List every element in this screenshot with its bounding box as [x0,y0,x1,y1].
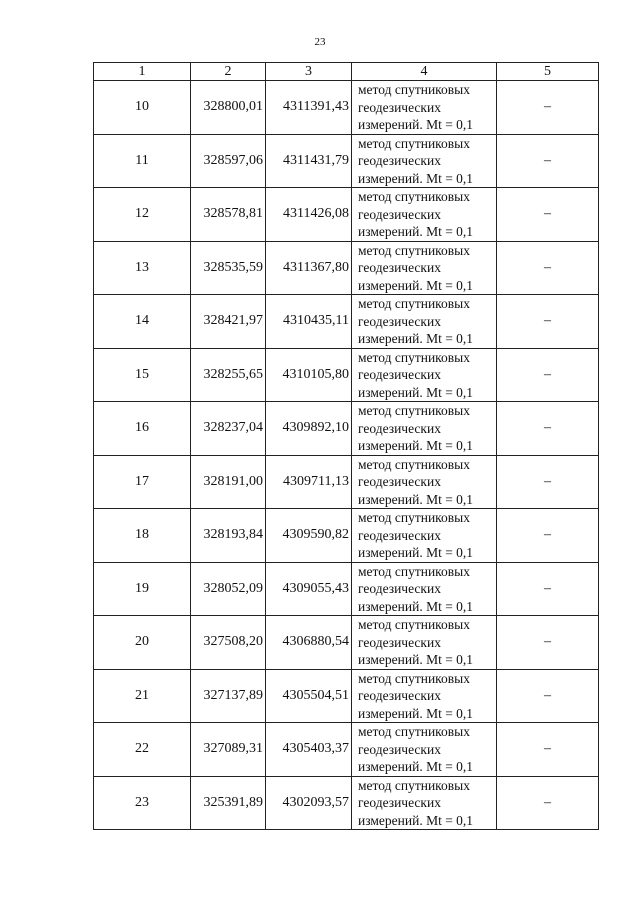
table-row [94,188,599,242]
method-text-line: измерений. Mt = 0,1 [358,224,474,239]
method-text-line: геодезических [358,581,441,596]
method-text-line: метод спутниковых [358,296,470,311]
point-number-cell: 12 [94,188,191,242]
column-header-4: 4 [352,63,497,81]
note-cell: – [497,81,599,135]
y-coordinate-cell: 4309711,13 [266,455,352,509]
method-cell [352,616,497,670]
y-coordinate-cell: 4309892,10 [266,402,352,456]
point-number-cell: 23 [94,776,191,830]
method-cell [352,776,497,830]
table-row [94,776,599,830]
method-text-line: геодезических [358,474,441,489]
method-text-line: метод спутниковых [358,403,470,418]
column-header-1: 1 [94,63,191,81]
note-cell: – [497,616,599,670]
x-coordinate-cell: 328237,04 [191,402,266,456]
method-text-line: измерений. Mt = 0,1 [358,438,474,453]
table-row [94,134,599,188]
method-cell [352,295,497,349]
y-coordinate-cell: 4311391,43 [266,81,352,135]
point-number-cell: 20 [94,616,191,670]
note-cell: – [497,669,599,723]
method-cell [352,188,497,242]
point-number-cell: 11 [94,134,191,188]
table-row [94,241,599,295]
table-row [94,402,599,456]
method-text-line: метод спутниковых [358,670,470,686]
table-row [94,455,599,509]
method-text-line: метод спутниковых [358,82,470,97]
x-coordinate-cell: 328800,01 [191,81,266,135]
table-row [94,562,599,616]
method-text-line: геодезических [358,367,441,382]
y-coordinate-cell: 4311367,80 [266,241,352,295]
x-coordinate-cell: 328255,65 [191,348,266,402]
method-text-line: измерений. Mt = 0,1 [358,331,474,346]
x-coordinate-cell: 328052,09 [191,562,266,616]
method-text-line: измерений. Mt = 0,1 [358,491,474,507]
method-cell [352,562,497,616]
page-number: 23 [314,36,326,48]
note-cell: – [497,455,599,509]
point-number-cell: 15 [94,348,191,402]
method-text-line: геодезических [358,260,441,275]
method-cell [352,241,497,295]
method-cell [352,134,497,188]
point-number-cell: 22 [94,723,191,777]
method-text-line: метод спутниковых [358,777,470,793]
table-row [94,509,599,563]
method-cell [352,509,497,563]
method-text-line: геодезических [358,741,441,757]
method-text-line: метод спутниковых [358,724,470,739]
y-coordinate-cell: 4309590,82 [266,509,352,563]
y-coordinate-cell: 4310105,80 [266,348,352,402]
note-cell: – [497,776,599,830]
note-cell: – [497,134,599,188]
table-row [94,348,599,402]
method-text-line: метод спутниковых [358,617,470,632]
x-coordinate-cell: 325391,89 [191,776,266,830]
y-coordinate-cell: 4311426,08 [266,188,352,242]
table-row [94,669,599,723]
column-header-2: 2 [191,63,266,81]
method-cell [352,669,497,723]
note-cell: – [497,188,599,242]
method-text-line: геодезических [358,634,441,650]
method-text-line: метод спутниковых [358,563,470,579]
table-body [94,81,599,830]
note-cell: – [497,402,599,456]
y-coordinate-cell: 4305403,37 [266,723,352,777]
method-text-line: геодезических [358,527,441,543]
method-text-line: измерений. Mt = 0,1 [358,117,474,132]
method-cell [352,455,497,509]
point-number-cell: 17 [94,455,191,509]
point-number-cell: 14 [94,295,191,349]
method-text-line: метод спутниковых [358,456,470,472]
method-text-line: измерений. Mt = 0,1 [358,277,474,293]
x-coordinate-cell: 328597,06 [191,134,266,188]
x-coordinate-cell: 327137,89 [191,669,266,723]
method-text-line: измерений. Mt = 0,1 [358,652,474,667]
x-coordinate-cell: 328421,97 [191,295,266,349]
point-number-cell: 19 [94,562,191,616]
x-coordinate-cell: 328535,59 [191,241,266,295]
table-row [94,616,599,670]
method-text-line: геодезических [358,99,441,115]
point-number-cell: 21 [94,669,191,723]
note-cell: – [497,509,599,563]
method-text-line: метод спутниковых [358,510,470,525]
table-row [94,295,599,349]
table-header-row [94,63,599,81]
method-text-line: геодезических [358,153,441,168]
method-text-line: метод спутниковых [358,349,470,365]
point-number-cell: 16 [94,402,191,456]
y-coordinate-cell: 4311431,79 [266,134,352,188]
y-coordinate-cell: 4309055,43 [266,562,352,616]
y-coordinate-cell: 4302093,57 [266,776,352,830]
method-cell [352,81,497,135]
method-cell [352,723,497,777]
column-header-5: 5 [497,63,599,81]
method-text-line: измерений. Mt = 0,1 [358,170,474,186]
note-cell: – [497,295,599,349]
note-cell: – [497,241,599,295]
y-coordinate-cell: 4305504,51 [266,669,352,723]
method-text-line: метод спутниковых [358,135,470,151]
x-coordinate-cell: 327508,20 [191,616,266,670]
method-text-line: измерений. Mt = 0,1 [358,812,474,828]
method-text-line: измерений. Mt = 0,1 [358,705,474,721]
method-text-line: геодезических [358,313,441,329]
method-cell [352,402,497,456]
method-text-line: измерений. Mt = 0,1 [358,384,474,400]
table-row [94,81,599,135]
method-text-line: геодезических [358,795,441,810]
y-coordinate-cell: 4310435,11 [266,295,352,349]
method-text-line: измерений. Mt = 0,1 [358,545,474,560]
y-coordinate-cell: 4306880,54 [266,616,352,670]
method-text-line: метод спутниковых [358,189,470,204]
method-text-line: метод спутниковых [358,242,470,258]
x-coordinate-cell: 328193,84 [191,509,266,563]
table-row [94,723,599,777]
method-text-line: геодезических [358,420,441,436]
method-text-line: геодезических [358,206,441,222]
x-coordinate-cell: 328578,81 [191,188,266,242]
method-text-line: измерений. Mt = 0,1 [358,759,474,774]
note-cell: – [497,562,599,616]
method-text-line: геодезических [358,688,441,703]
point-number-cell: 18 [94,509,191,563]
method-cell [352,348,497,402]
coordinates-table [93,62,599,830]
point-number-cell: 10 [94,81,191,135]
point-number-cell: 13 [94,241,191,295]
x-coordinate-cell: 327089,31 [191,723,266,777]
column-header-3: 3 [266,63,352,81]
method-text-line: измерений. Mt = 0,1 [358,598,474,614]
note-cell: – [497,723,599,777]
note-cell: – [497,348,599,402]
x-coordinate-cell: 328191,00 [191,455,266,509]
